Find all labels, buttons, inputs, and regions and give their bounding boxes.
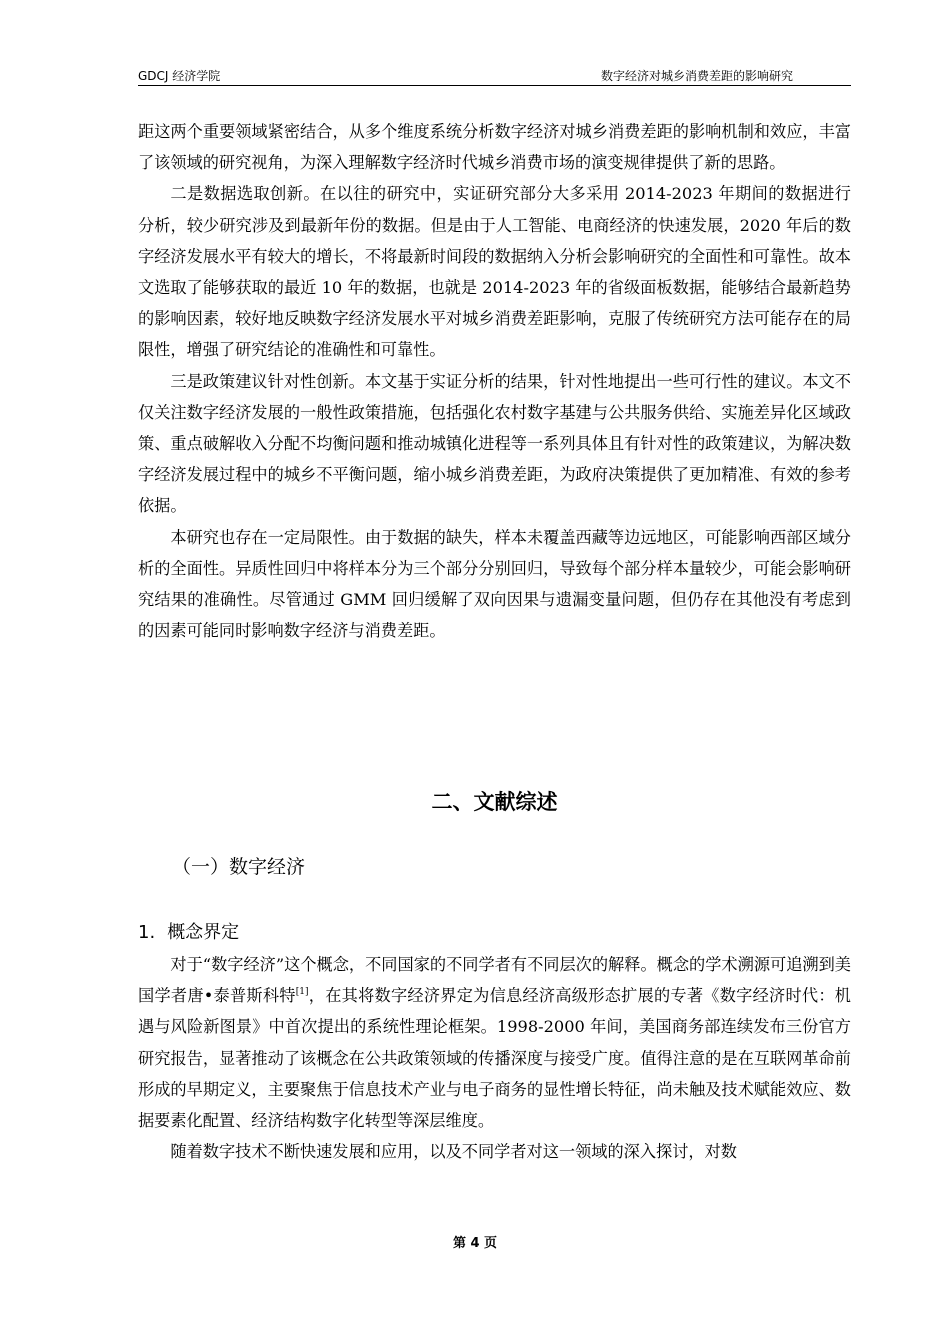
citation-marker: [1] xyxy=(295,987,309,998)
item-title: 概念界定 xyxy=(167,922,240,943)
concept-text-block xyxy=(138,949,851,1167)
subsection-heading: （一）数字经济 xyxy=(172,856,306,878)
item-heading xyxy=(138,918,239,944)
header-thesis-title: 数字经济对城乡消费差距的影响研究 xyxy=(600,69,793,83)
concept-text-after: ，在其将数字经济界定为信息经济高级形态扩展的专著《数字经济时代：机遇与风险新图景》中首次提出的系统性理论框架。1998-2000 年间，美国商务部连续发布三份官方研究报告，显著推动了该概念在公共政策领域的传播深度与接受广度。值得注意的是在互联网革命前形成的早期定义，主要聚焦于信息技术产业与电子商务的显性增长特征，尚未触及技术赋能效应、数据要素化配置、经济结构数字化转型等深层维度。 xyxy=(138,986,851,1131)
concept-text-before: 对于“数字经济”这个概念，不同国家的不同学者有不同层次的解释。概念的学术溯源可追溯到美国学者唐•泰普斯科特 xyxy=(138,955,851,1006)
body-text-block xyxy=(138,116,851,646)
paragraph-data-innovation: 二是数据选取创新。在以往的研究中，实证研究部分大多采用 2014-2023 年期间的数据进行分析，较少研究涉及到最新年份的数据。但是由于人工智能、电商经济的快速发展，2020 年后的数字经济发展水平有较大的增长，不将最新时间段的数据纳入分析会影响研究的全面性和可靠性。故本文选取了能够获取的最近 10 年的数据，也就是 2014-2023 年的省级面板数据，能够结合最新趋势的影响因素，较好地反映数字经济发展水平对城乡消费差距影响，克服了传统研究方法可能存在的局限性，增强了研究结论的准确性和可靠性。 xyxy=(138,184,851,360)
section-heading: 二、文献综述 xyxy=(431,790,558,814)
paragraph-concept-definition xyxy=(138,949,851,1136)
page-number: 第 4 页 xyxy=(452,1236,498,1251)
paragraph-policy-innovation: 三是政策建议针对性创新。本文基于实证分析的结果，针对性地提出一些可行性的建议。本文不仅关注数字经济发展的一般性政策措施，包括强化农村数字基建与公共服务供给、实施差异化区域政策、重点破解收入分配不均衡问题和推动城镇化进程等一系列具体且有针对性的政策建议，为解决数字经济发展过程中的城乡不平衡问题，缩小城乡消费差距，为政府决策提供了更加精准、有效的参考依据。 xyxy=(138,371,851,516)
item-number: 1. xyxy=(138,922,156,943)
paragraph-continuation: 距这两个重要领域紧密结合，从多个维度系统分析数字经济对城乡消费差距的影响机制和效应，丰富了该领域的研究视角，为深入理解数字经济时代城乡消费市场的演变规律提供了新的思路。 xyxy=(138,122,851,173)
page-header xyxy=(138,66,851,86)
paragraph-development: 随着数字技术不断快速发展和应用，以及不同学者对这一领域的深入探讨，对数 xyxy=(170,1142,737,1162)
header-institution: GDCJ 经济学院 xyxy=(138,69,221,83)
paragraph-limitations: 本研究也存在一定局限性。由于数据的缺失，样本未覆盖西藏等边远地区，可能影响西部区域分析的全面性。异质性回归中将样本分为三个部分分别回归，导致每个部分样本量较少，可能会影响研究结果的准确性。尽管通过 GMM 回归缓解了双向因果与遗漏变量问题，但仍存在其他没有考虑到的因素可能同时影响数字经济与消费差距。 xyxy=(138,527,851,641)
